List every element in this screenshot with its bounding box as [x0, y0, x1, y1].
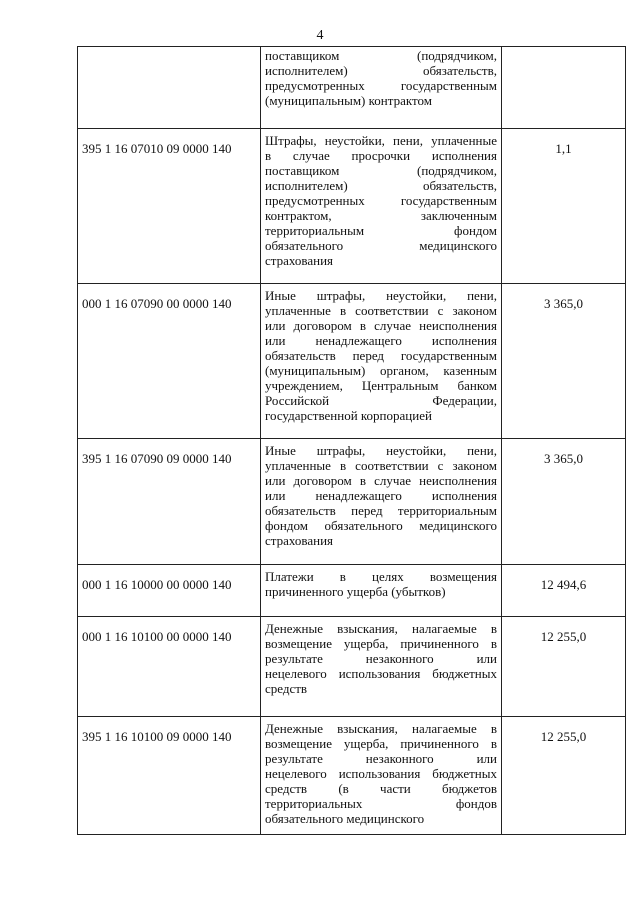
- description-cell: [261, 284, 502, 439]
- description-line: Иные штрафы, неустойки, пени,: [265, 288, 497, 303]
- description-line: возмещение ущерба, причиненного в: [265, 736, 497, 751]
- description-line: (муниципальным) контрактом: [265, 93, 432, 108]
- description-line: средств: [265, 681, 308, 696]
- description-line: Денежные взыскания, налагаемые в: [265, 621, 497, 636]
- table-row: [78, 717, 626, 835]
- description-line: нецелевого использования бюджетных: [265, 666, 497, 681]
- description-line: Платежи в целях возмещения: [265, 569, 497, 584]
- table-row: [78, 284, 626, 439]
- description-line: исполнителем) обязательств,: [265, 178, 497, 193]
- budget-table: [77, 46, 626, 835]
- budget-code-cell: [78, 47, 261, 129]
- description-cell: [261, 565, 502, 617]
- amount-cell: 12 255,0: [502, 617, 626, 717]
- description-line: или договором в случае неисполнения: [265, 318, 497, 333]
- page-number: 4: [316, 28, 324, 43]
- amount-cell: 12 255,0: [502, 717, 626, 835]
- description-line: (муниципальным) органом, казенным: [265, 363, 497, 378]
- budget-code-cell: 000 1 16 10100 00 0000 140: [78, 617, 261, 717]
- table-row: [78, 129, 626, 284]
- budget-code-cell: 000 1 16 10000 00 0000 140: [78, 565, 261, 617]
- description-cell: [261, 617, 502, 717]
- description-line: Иные штрафы, неустойки, пени,: [265, 443, 497, 458]
- budget-code-cell: 000 1 16 07090 00 0000 140: [78, 284, 261, 439]
- description-line: или ненадлежащего исполнения: [265, 333, 497, 348]
- amount-cell: 3 365,0: [502, 439, 626, 565]
- amount-cell: 3 365,0: [502, 284, 626, 439]
- description-line: обязательного медицинского: [265, 238, 497, 253]
- description-line: поставщиком (подрядчиком,: [265, 48, 497, 63]
- description-line: уплаченные в соответствии с законом: [265, 303, 497, 318]
- description-cell: [261, 129, 502, 284]
- description-line: территориальным фондом: [265, 223, 497, 238]
- description-line: фондом обязательного медицинского: [265, 518, 497, 533]
- description-line: или ненадлежащего исполнения: [265, 488, 497, 503]
- description-line: результате незаконного или: [265, 751, 497, 766]
- description-line: причиненного ущерба (убытков): [265, 584, 446, 599]
- description-line: поставщиком (подрядчиком,: [265, 163, 497, 178]
- description-line: обязательств перед территориальным: [265, 503, 497, 518]
- amount-cell: [502, 47, 626, 129]
- description-line: контрактом, заключенным: [265, 208, 497, 223]
- description-line: уплаченные в соответствии с законом: [265, 458, 497, 473]
- description-line: Штрафы, неустойки, пени, уплаченные: [265, 133, 497, 148]
- amount-cell: 12 494,6: [502, 565, 626, 617]
- table-row: [78, 617, 626, 717]
- description-line: в случае просрочки исполнения: [265, 148, 497, 163]
- description-line: исполнителем) обязательств,: [265, 63, 497, 78]
- description-line: страхования: [265, 533, 334, 548]
- description-line: предусмотренных государственным: [265, 78, 497, 93]
- description-line: результате незаконного или: [265, 651, 497, 666]
- description-line: учреждением, Центральным банком: [265, 378, 497, 393]
- description-line: предусмотренных государственным: [265, 193, 497, 208]
- description-line: Российской Федерации,: [265, 393, 497, 408]
- budget-code-cell: 395 1 16 10100 09 0000 140: [78, 717, 261, 835]
- description-line: государственной корпорацией: [265, 408, 432, 423]
- description-line: обязательного медицинского: [265, 811, 425, 826]
- description-cell: [261, 439, 502, 565]
- amount-cell: 1,1: [502, 129, 626, 284]
- table-row: [78, 565, 626, 617]
- description-line: обязательств перед государственным: [265, 348, 497, 363]
- description-line: нецелевого использования бюджетных: [265, 766, 497, 781]
- table-row: [78, 47, 626, 129]
- description-line: территориальных фондов: [265, 796, 497, 811]
- description-cell: [261, 47, 502, 129]
- description-line: Денежные взыскания, налагаемые в: [265, 721, 497, 736]
- table-row: [78, 439, 626, 565]
- description-line: возмещение ущерба, причиненного в: [265, 636, 497, 651]
- description-cell: [261, 717, 502, 835]
- description-line: средств (в части бюджетов: [265, 781, 497, 796]
- description-line: страхования: [265, 253, 334, 268]
- budget-code-cell: 395 1 16 07090 09 0000 140: [78, 439, 261, 565]
- budget-code-cell: 395 1 16 07010 09 0000 140: [78, 129, 261, 284]
- description-line: или договором в случае неисполнения: [265, 473, 497, 488]
